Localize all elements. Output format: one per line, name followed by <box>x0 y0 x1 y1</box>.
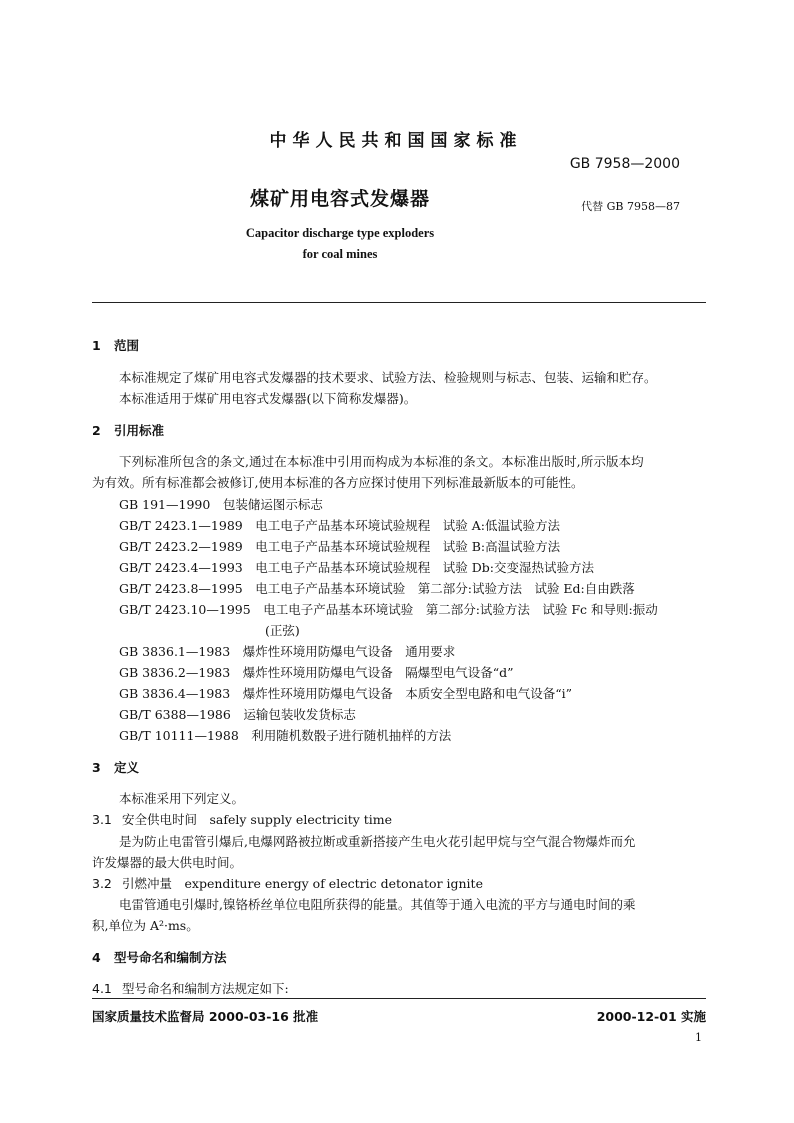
definition-3-1-line-2: 许发爆器的最大供电时间。 <box>92 855 243 870</box>
reference-item: GB 3836.2—1983 爆炸性环境用防爆电气设备 隔爆型电气设备“d” <box>119 665 514 680</box>
section-number: 1 <box>92 338 101 353</box>
reference-item: GB/T 2423.1—1989 电工电子产品基本环境试验规程 试验 A:低温试验方法 <box>119 518 560 533</box>
subsection-text: 型号命名和编制方法规定如下: <box>122 981 289 996</box>
document-title: 煤矿用电容式发爆器 <box>249 188 430 210</box>
section-1-para-2: 本标准适用于煤矿用电容式发爆器(以下简称发爆器)。 <box>119 391 417 406</box>
section-title: 范围 <box>114 338 140 353</box>
section-title: 定义 <box>114 760 140 775</box>
reference-item: GB 3836.4—1983 爆炸性环境用防爆电气设备 本质安全型电路和电气设备“i” <box>119 686 572 701</box>
reference-item: GB/T 2423.2—1989 电工电子产品基本环境试验规程 试验 B:高温试验方法 <box>119 539 561 554</box>
english-title-line1: Capacitor discharge type exploders <box>245 226 435 240</box>
section-3-intro: 本标准采用下列定义。 <box>119 791 245 806</box>
reference-item: GB 191—1990 包装储运图示标志 <box>119 497 323 512</box>
section-title: 型号命名和编制方法 <box>114 950 227 965</box>
national-standard-title: 中华人民共和国国家标准 <box>269 131 523 151</box>
reference-item: GB/T 2423.10—1995 电工电子产品基本环境试验 第二部分:试验方法 试验 Fc 和导则:振动 <box>119 602 658 617</box>
section-3-heading <box>92 758 139 776</box>
definition-number: 3.1 <box>92 812 112 827</box>
page-number: 1 <box>695 1031 702 1044</box>
section-number: 4 <box>92 950 101 965</box>
definition-3-1-line-1: 是为防止电雷管引爆后,电爆网路被拉断或重新搭接产生电火花引起甲烷与空气混合物爆炸而允 <box>119 834 636 849</box>
english-title-line2: for coal mines <box>302 247 378 261</box>
approval-date: 国家质量技术监督局 2000-03-16 批准 <box>92 1009 319 1024</box>
header-divider <box>92 302 706 303</box>
definition-3-2-line-1: 电雷管通电引爆时,镍铬桥丝单位电阻所获得的能量。其值等于通入电流的平方与通电时间的乘 <box>119 897 636 912</box>
section-number: 2 <box>92 423 101 438</box>
reference-item: GB/T 2423.8—1995 电工电子产品基本环境试验 第二部分:试验方法 试验 Ed:自由跌落 <box>119 581 635 596</box>
reference-item-continuation: (正弦) <box>265 623 300 638</box>
subsection-4-1 <box>92 979 289 997</box>
replaces-standard: 代替 GB 7958—87 <box>581 200 680 213</box>
section-number: 3 <box>92 760 101 775</box>
effective-date: 2000-12-01 实施 <box>596 1009 706 1024</box>
section-title: 引用标准 <box>114 423 165 438</box>
definition-term: 引燃冲量 expenditure energy of electric detonator ignite <box>122 876 483 891</box>
subsection-number: 4.1 <box>92 981 112 996</box>
section-4-heading <box>92 948 227 966</box>
section-1-para-1: 本标准规定了煤矿用电容式发爆器的技术要求、试验方法、检验规则与标志、包装、运输和贮存。 <box>119 370 657 385</box>
definition-term: 安全供电时间 safely supply electricity time <box>122 812 393 827</box>
definition-number: 3.2 <box>92 876 112 891</box>
section-1-heading <box>92 336 139 354</box>
definition-3-2-line-2: 积,单位为 A²·ms。 <box>92 918 199 933</box>
reference-item: GB/T 10111—1988 利用随机数骰子进行随机抽样的方法 <box>119 728 452 743</box>
reference-item: GB/T 6388—1986 运输包装收发货标志 <box>119 707 356 722</box>
reference-item: GB 3836.1—1983 爆炸性环境用防爆电气设备 通用要求 <box>119 644 456 659</box>
footer-divider <box>92 998 706 999</box>
section-2-heading <box>92 421 164 439</box>
section-2-intro-line-1: 下列标准所包含的条文,通过在本标准中引用而构成为本标准的条文。本标准出版时,所示版本均 <box>119 454 644 469</box>
definition-3-1 <box>92 810 392 828</box>
standard-number: GB 7958—2000 <box>569 156 680 172</box>
section-2-intro-line-2: 为有效。所有标准都会被修订,使用本标准的各方应探讨使用下列标准最新版本的可能性。 <box>92 475 584 490</box>
reference-item: GB/T 2423.4—1993 电工电子产品基本环境试验规程 试验 Db:交变湿热试验方法 <box>119 560 594 575</box>
definition-3-2 <box>92 874 483 892</box>
